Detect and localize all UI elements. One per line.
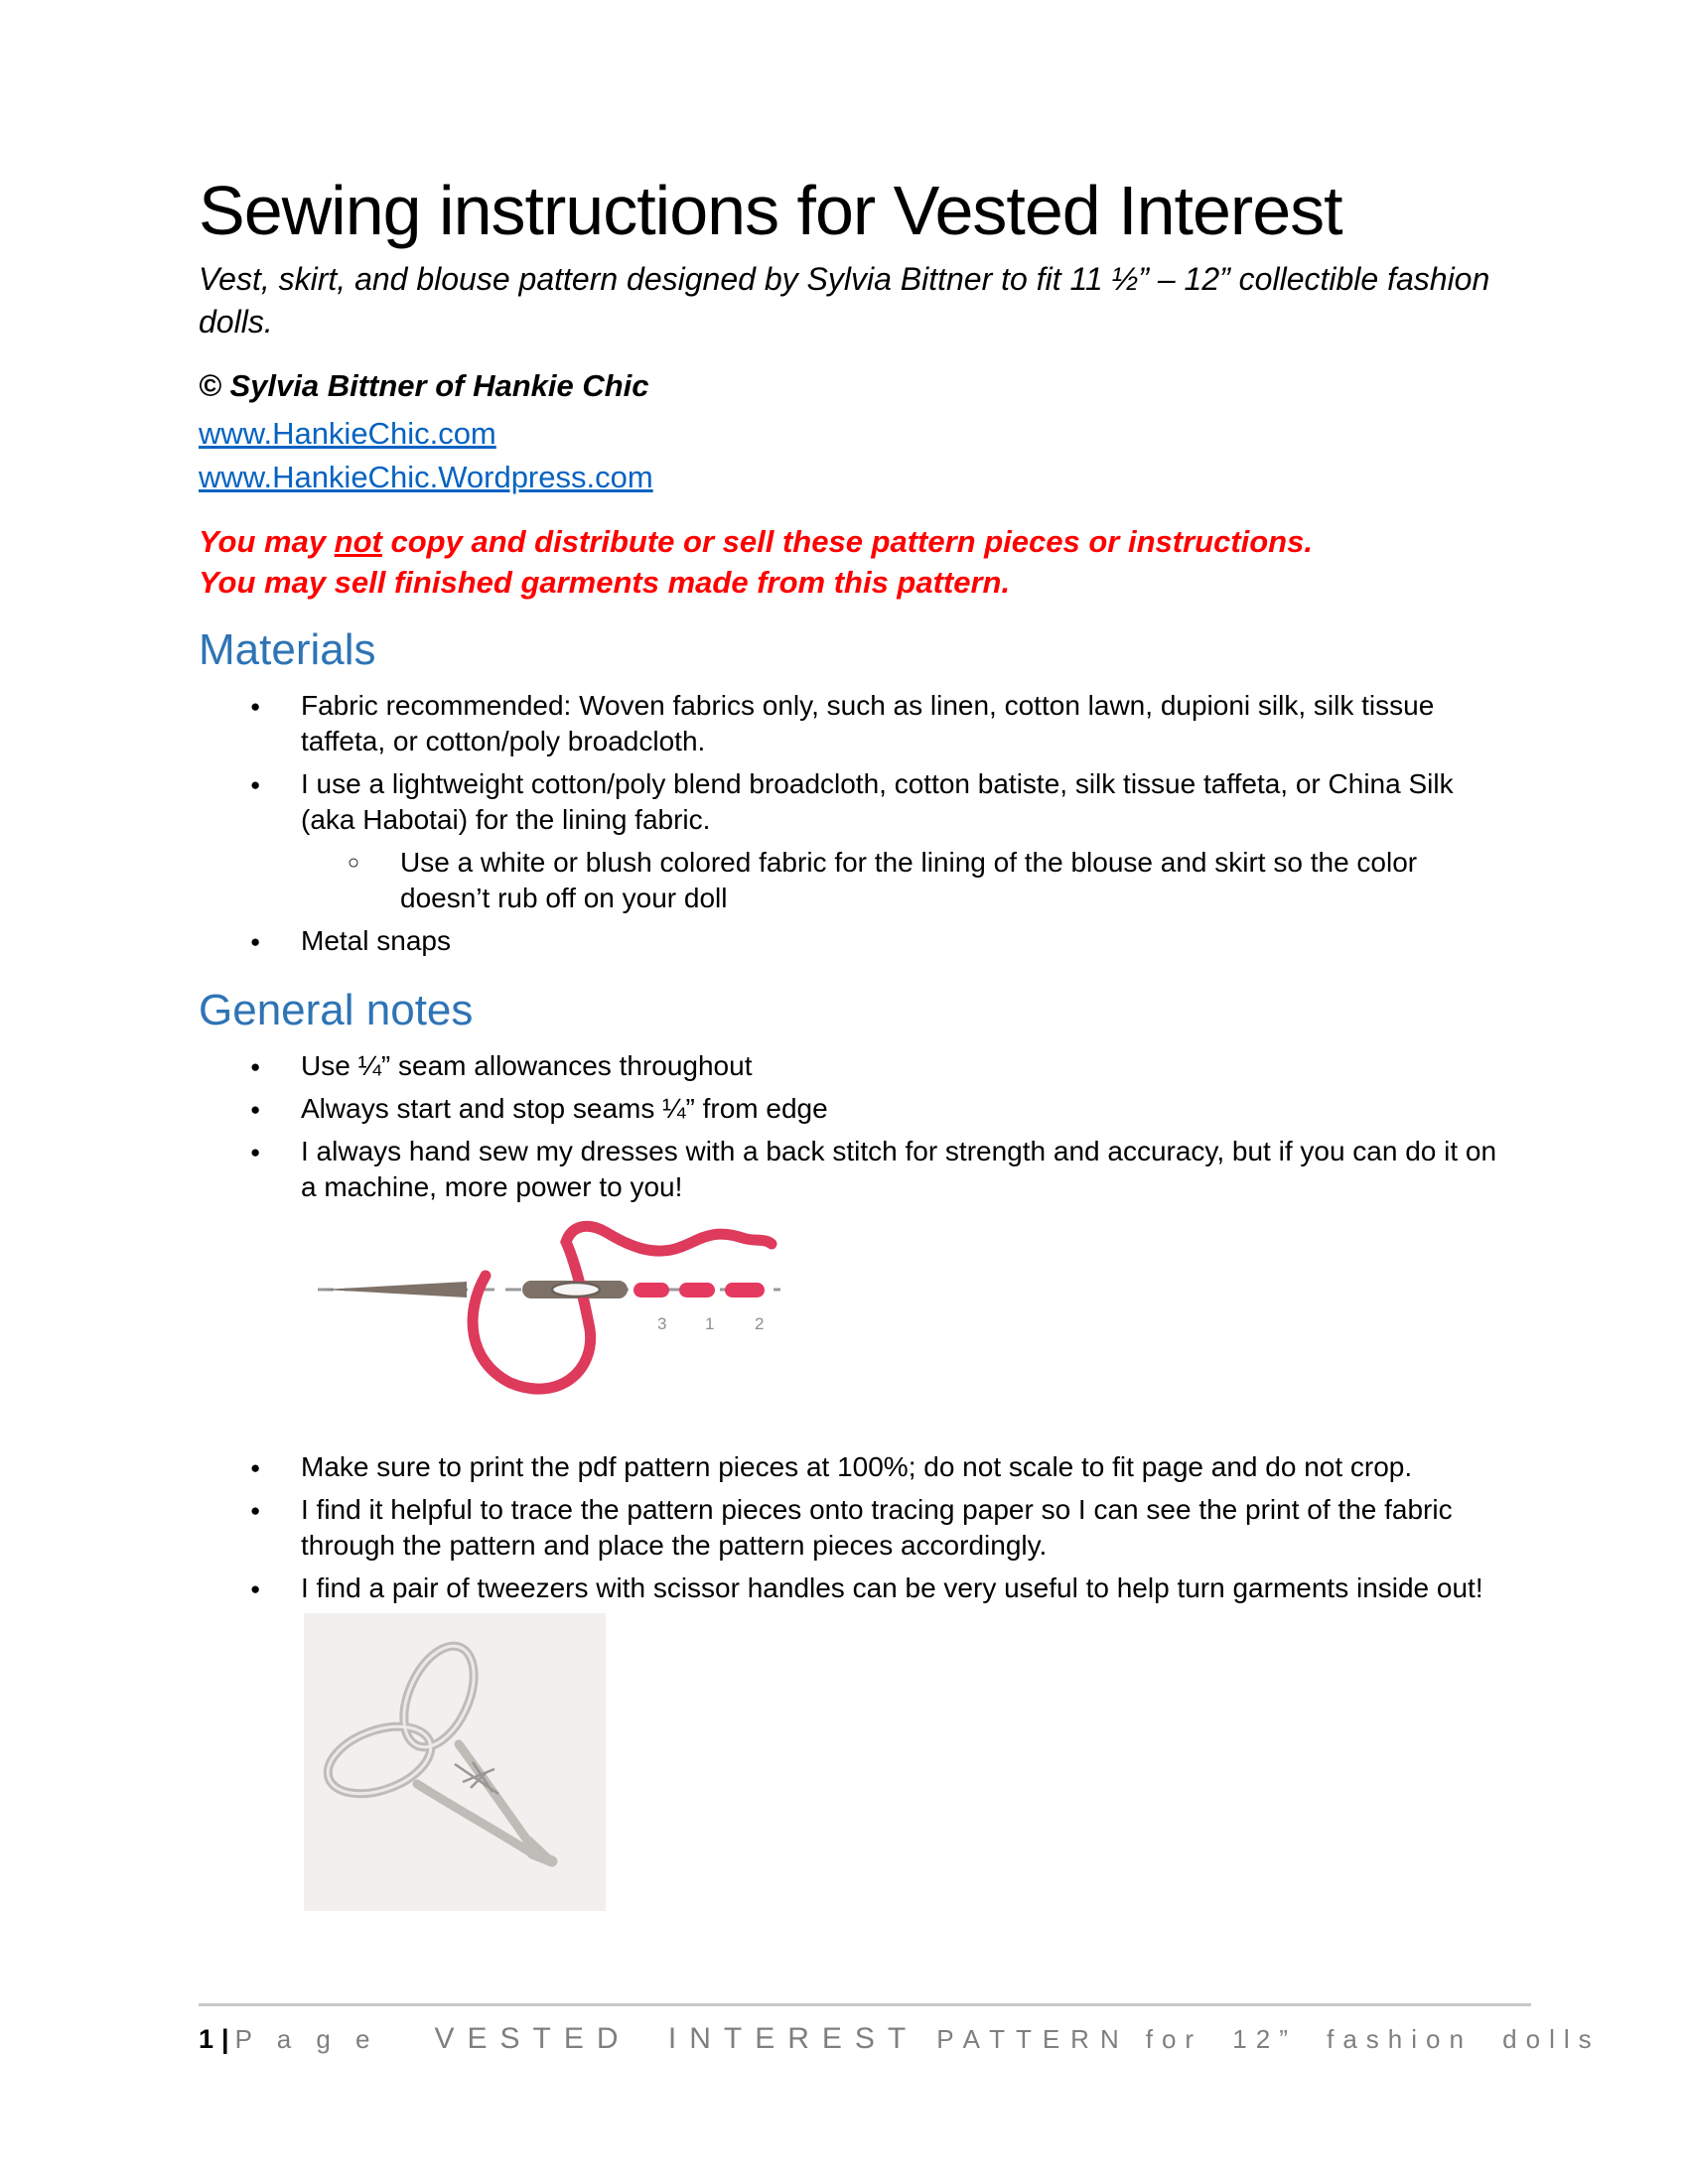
copyright-line: © Sylvia Bittner of Hankie Chic xyxy=(199,368,649,403)
tweezers-photo xyxy=(304,1613,606,1911)
section-heading-materials: Materials xyxy=(199,625,376,674)
stitch-segment xyxy=(725,1283,765,1297)
needle-point-graphic xyxy=(322,1282,467,1297)
bullet-item: ● Make sure to print the pdf pattern pieces at 100%; do not scale to fit page and do not crop. xyxy=(199,1449,1510,1485)
general-notes-list-continued xyxy=(199,1449,1510,1606)
general-notes-list xyxy=(199,1048,1510,1205)
bullet-item: ● Metal snaps xyxy=(199,923,1510,959)
notice-text-tail: copy and distribute or sell these pattern pieces or instructions. xyxy=(381,524,1313,559)
section-heading-general-notes: General notes xyxy=(199,986,474,1034)
backstitch-diagram xyxy=(316,1212,782,1416)
notice-text: You may xyxy=(199,524,335,559)
bullet-item: ● I find a pair of tweezers with scissor handles can be very useful to help turn garments inside out! xyxy=(199,1570,1510,1606)
bullet-item: ● Always start and stop seams ¼” from edge xyxy=(199,1091,1510,1127)
footer-doc-tail: for 12” fashion dolls xyxy=(1145,2024,1601,2054)
website-link-hankiechic[interactable]: www.HankieChic.com xyxy=(199,416,496,451)
subtitle xyxy=(199,258,1510,343)
copy-notice-line-2: You may sell finished garments made from this pattern. xyxy=(199,565,1011,600)
subtitle-line-2: dolls. xyxy=(199,304,273,340)
footer-doc-subtitle: PATTERN xyxy=(936,2024,1130,2054)
page-title: Sewing instructions for Vested Interest xyxy=(199,172,1342,249)
notice-underlined-word: not xyxy=(334,524,382,559)
footer-page-word: P a g e xyxy=(234,2024,379,2054)
stitch-order-label: 3 xyxy=(657,1314,667,1333)
stitch-order-label: 1 xyxy=(705,1314,715,1333)
materials-list xyxy=(199,688,1510,959)
stitch-segment xyxy=(679,1283,715,1297)
thread-graphic xyxy=(473,1226,772,1389)
website-links xyxy=(199,412,1510,499)
sub-bullet-item: ○ Use a white or blush colored fabric for the lining of the blouse and skirt so the color doesn’t rub off on your doll xyxy=(199,845,1510,916)
footer-separator: | xyxy=(221,2024,229,2054)
copy-notice-line-1 xyxy=(199,521,1510,562)
footer-doc-title: VESTED INTEREST xyxy=(434,2022,919,2055)
bullet-item: ● I use a lightweight cotton/poly blend broadcloth, cotton batiste, silk tissue taffeta, or China Silk (aka Habotai) for the lining fabric. xyxy=(199,766,1510,838)
stitch-segment xyxy=(633,1283,669,1297)
tweezers-graphic xyxy=(319,1635,552,1861)
bullet-item: ● I find it helpful to trace the pattern pieces onto tracing paper so I can see the print of the fabric through the pattern and place the pattern pieces accordingly. xyxy=(199,1492,1510,1564)
website-link-wordpress[interactable]: www.HankieChic.Wordpress.com xyxy=(199,460,653,494)
needle-eye-graphic xyxy=(552,1283,600,1297)
footer-page-number: 1 xyxy=(199,2024,214,2054)
bullet-item: ● Use ¼” seam allowances throughout xyxy=(199,1048,1510,1084)
page-footer xyxy=(199,2003,1601,2056)
tweezers-grip-hatch xyxy=(455,1762,498,1794)
stitch-order-label: 2 xyxy=(755,1314,765,1333)
bullet-item: ● Fabric recommended: Woven fabrics only, such as linen, cotton lawn, dupioni silk, silk tissue taffeta, or cotton/poly broadcloth. xyxy=(199,688,1510,759)
subtitle-line-1: Vest, skirt, and blouse pattern designed by Sylvia Bittner to fit 11 ½” – 12” collectible fashion xyxy=(199,261,1490,297)
copy-notice xyxy=(199,521,1510,603)
bullet-item: ● I always hand sew my dresses with a back stitch for strength and accuracy, but if you can do it on a machine, more power to you! xyxy=(199,1134,1510,1205)
